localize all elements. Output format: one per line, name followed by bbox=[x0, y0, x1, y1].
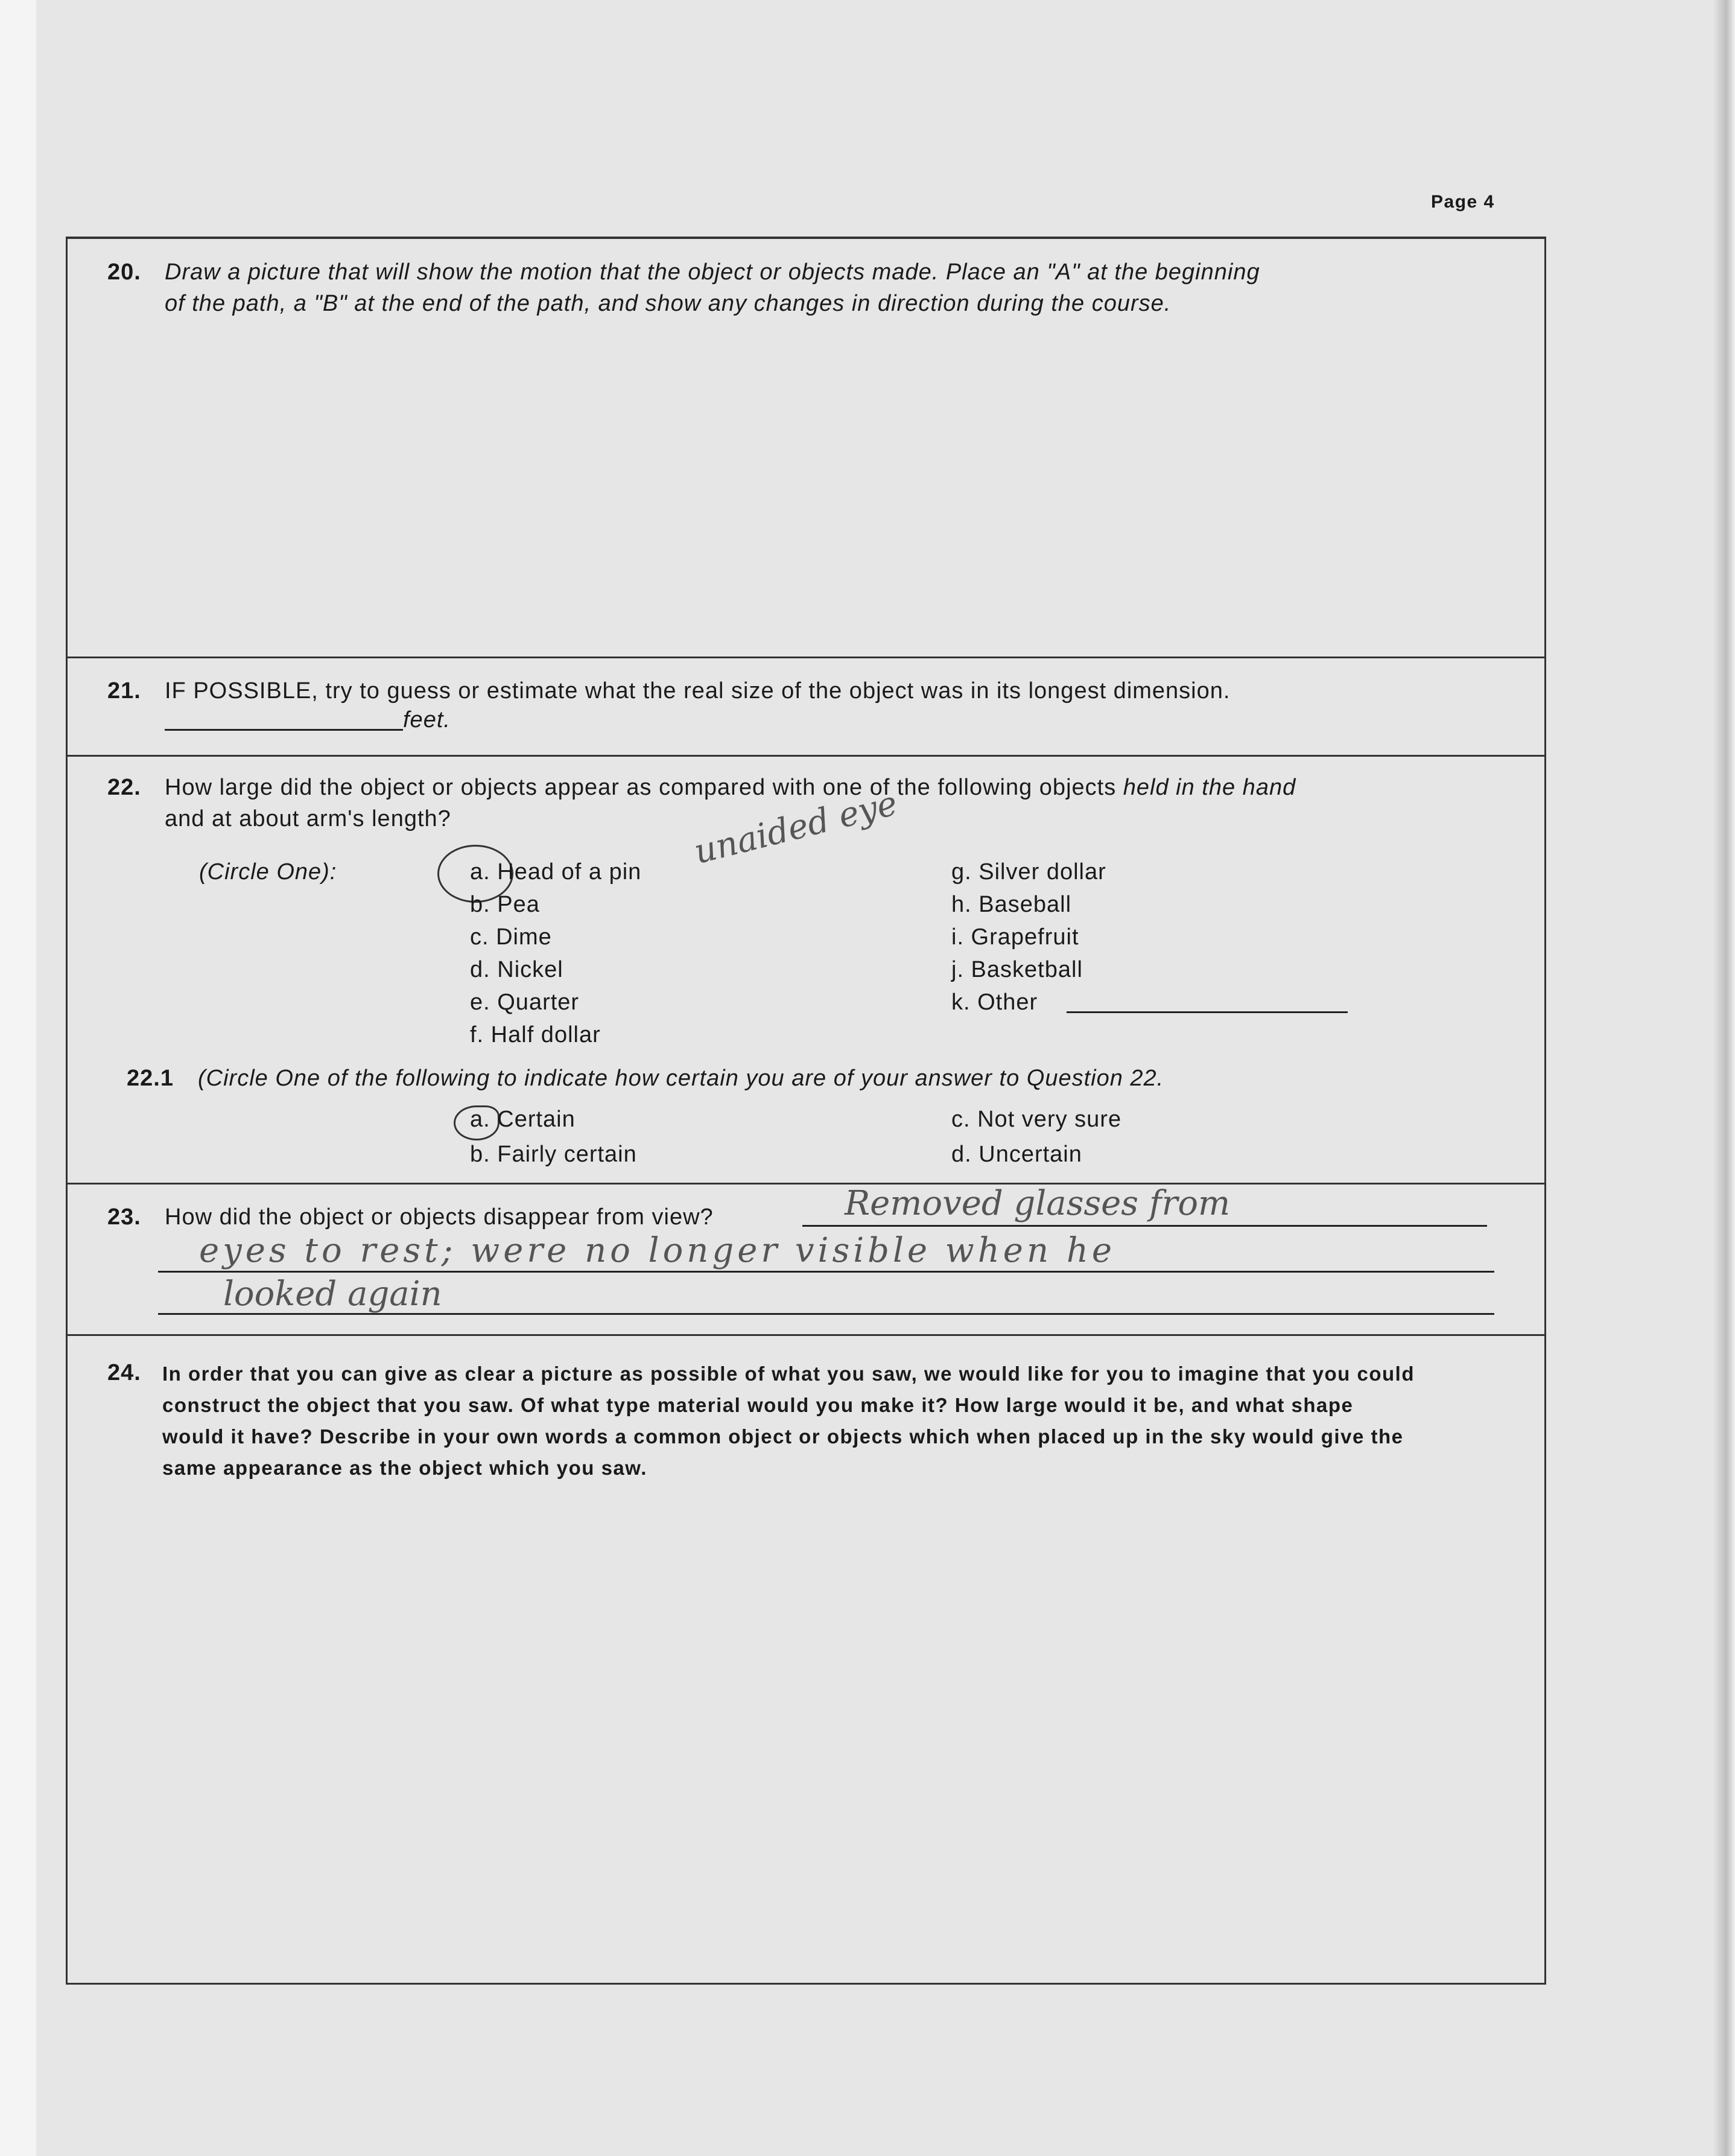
q22-option-k[interactable]: k. Other bbox=[951, 990, 1038, 1015]
q22-handwritten-note: unaided eye bbox=[690, 783, 901, 872]
q22-text-b: held in the hand bbox=[1123, 775, 1296, 800]
q22-option-b[interactable]: b. Pea bbox=[470, 892, 540, 917]
q22-text-a: How large did the object or objects appear as compared with one of the following objects bbox=[165, 775, 1123, 800]
q20-text-line1: Draw a picture that will show the motion that the object or objects made. Place an "A" at the beginning bbox=[165, 259, 1260, 285]
q23-number: 23. bbox=[107, 1204, 141, 1230]
q22-other-field[interactable] bbox=[1067, 1011, 1348, 1013]
q22-option-j[interactable]: j. Basketball bbox=[951, 957, 1083, 982]
q24-number: 24. bbox=[107, 1360, 141, 1385]
q24-text-line3: would it have? Describe in your own words a common object or objects which when placed up in the sky would give the bbox=[162, 1425, 1404, 1448]
q23-answer-line-1[interactable] bbox=[802, 1225, 1487, 1227]
q22-option-d[interactable]: d. Nickel bbox=[470, 957, 563, 982]
q23-answer-handwriting-3: looked again bbox=[223, 1274, 442, 1314]
q23-text: How did the object or objects disappear from view? bbox=[165, 1204, 714, 1230]
q23-answer-handwriting-1: Removed glasses from bbox=[845, 1184, 1231, 1223]
q22-1-text: (Circle One of the following to indicate how certain you are of your answer to Question 22. bbox=[198, 1066, 1164, 1091]
q22-option-a[interactable]: a. Head of a pin bbox=[470, 859, 642, 885]
q22-1-option-a[interactable]: a. Certain bbox=[470, 1107, 576, 1132]
q21-unit: feet. bbox=[403, 707, 451, 733]
divider bbox=[66, 755, 1544, 757]
q22-option-f[interactable]: f. Half dollar bbox=[470, 1022, 601, 1048]
page-number: Page 4 bbox=[1431, 192, 1495, 212]
q20-number: 20. bbox=[107, 259, 141, 285]
divider bbox=[66, 657, 1544, 658]
divider bbox=[66, 1334, 1544, 1336]
q21-text: IF POSSIBLE, try to guess or estimate what the real size of the object was in its longest dimension. bbox=[165, 678, 1231, 704]
q22-1-option-b[interactable]: b. Fairly certain bbox=[470, 1142, 637, 1167]
q24-text-line1: In order that you can give as clear a picture as possible of what you saw, we would like for you to imagine that you could bbox=[162, 1363, 1415, 1385]
q21-size-field[interactable] bbox=[165, 729, 403, 731]
q22-option-c[interactable]: c. Dime bbox=[470, 924, 552, 950]
q20-drawing-area[interactable] bbox=[121, 338, 1508, 640]
q22-option-e[interactable]: e. Quarter bbox=[470, 990, 580, 1015]
q22-option-h[interactable]: h. Baseball bbox=[951, 892, 1072, 917]
q21-number: 21. bbox=[107, 678, 141, 704]
q22-option-i[interactable]: i. Grapefruit bbox=[951, 924, 1079, 950]
q22-circle-label: (Circle One): bbox=[199, 859, 337, 885]
divider bbox=[66, 1183, 1544, 1185]
q22-1-option-d[interactable]: d. Uncertain bbox=[951, 1142, 1082, 1167]
q22-text-line1 bbox=[165, 775, 1296, 801]
q24-text-line4: same appearance as the object which you saw. bbox=[162, 1457, 647, 1479]
q24-answer-area[interactable] bbox=[121, 1496, 1508, 1955]
q22-number: 22. bbox=[107, 775, 141, 800]
q24-text-line2: construct the object that you saw. Of what type material would you make it? How large would it be, and what shape bbox=[162, 1394, 1354, 1416]
q20-text-line2: of the path, a "B" at the end of the path, and show any changes in direction during the course. bbox=[165, 291, 1172, 316]
q23-answer-handwriting-2: eyes to rest; were no longer visible when he bbox=[199, 1231, 1116, 1270]
q22-1-option-c[interactable]: c. Not very sure bbox=[951, 1107, 1122, 1132]
q22-1-number: 22.1 bbox=[127, 1066, 174, 1091]
q22-option-g[interactable]: g. Silver dollar bbox=[951, 859, 1106, 885]
q23-answer-line-2[interactable] bbox=[158, 1271, 1494, 1273]
q22-text-line2: and at about arm's length? bbox=[165, 806, 451, 832]
scan-edge bbox=[1713, 0, 1735, 2156]
